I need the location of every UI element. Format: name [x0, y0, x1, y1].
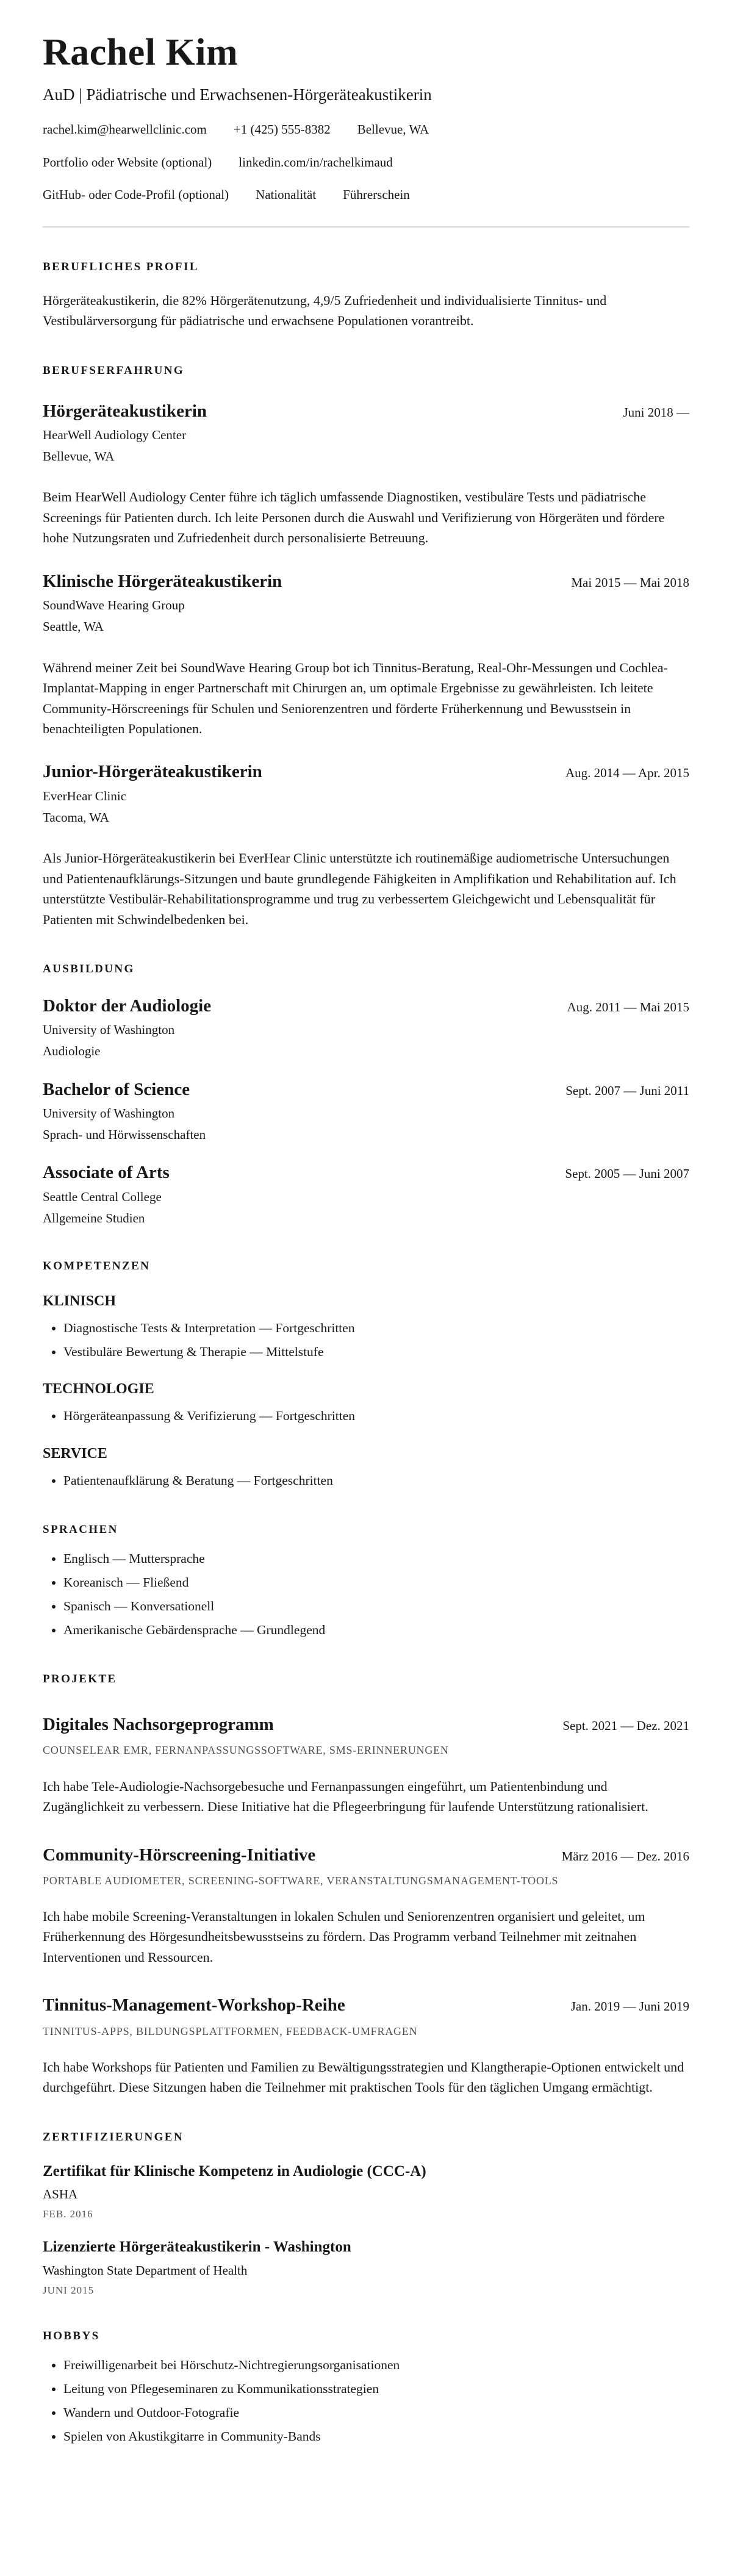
- degree-school: Seattle Central College: [43, 1189, 162, 1204]
- skill-list: [43, 1319, 689, 1362]
- contact-row-1: [43, 121, 689, 138]
- project-title: Tinnitus-Management-Workshop-Reihe: [43, 1995, 345, 2015]
- certification-issuer: Washington State Department of Health: [43, 2262, 248, 2278]
- certification-title: Zertifikat für Klinische Kompetenz in Audiologie (CCC-A): [43, 2162, 426, 2180]
- job-description: Während meiner Zeit bei SoundWave Hearing Group bot ich Tinnitus-Beratung, Real-Ohr-Messungen und Cochlea-Implantat-Mapping in enger Partnerschaft mit Chirurgen an, um optimale Ergebnisse zu gewährleisten. Ich leitete Community-Hörscreenings für Schulen und Seniorenzentren und förderte Früherkennung und Bewusstsein in benachteiligten Populationen.: [43, 659, 668, 736]
- project-description: Ich habe mobile Screening-Veranstaltungen in lokalen Schulen und Seniorenzentren organisiert und geleitet, um Früherkennung des Hörgesundheitsbewusstseins zu fördern. Das Programm verband Teilnehmer mit zeitnahen Interventionen und Ressourcen.: [43, 1909, 645, 1965]
- job-date-range: Aug. 2014 — Apr. 2015: [565, 766, 689, 781]
- degree-title: Associate of Arts: [43, 1163, 170, 1183]
- project-tech-stack: TINNITUS-APPS, BILDUNGSPLATTFORMEN, FEEDBACK-UMFRAGEN: [43, 2025, 418, 2037]
- language-item: • Englisch — Muttersprache: [63, 1549, 689, 1568]
- experience-entry: [43, 761, 689, 930]
- contact-row-3: [43, 187, 689, 203]
- section-profile: [43, 260, 689, 331]
- project-entry-head: [43, 1994, 689, 2016]
- degree-title: Bachelor of Science: [43, 1079, 190, 1099]
- hobby-item: • Spielen von Akustikgitarre in Community-Bands: [63, 2427, 689, 2446]
- job-title: Klinische Hörgeräteakustikerin: [43, 571, 282, 591]
- project-tech-stack: PORTABLE AUDIOMETER, SCREENING-SOFTWARE, VERANSTALTUNGSMANAGEMENT-TOOLS: [43, 1874, 559, 1887]
- location-text: Bellevue, WA: [357, 122, 429, 137]
- project-date-range: März 2016 — Dez. 2016: [561, 1848, 689, 1864]
- nationality-label: Nationalität: [256, 187, 317, 202]
- job-title: Junior-Hörgeräteakustikerin: [43, 762, 262, 782]
- languages-heading: SPRACHEN: [43, 1523, 118, 1536]
- skill-group-title: KLINISCH: [43, 1293, 117, 1310]
- skill-item: • Diagnostische Tests & Interpretation — Fortgeschritten: [63, 1319, 689, 1338]
- certification-date: JUNI 2015: [43, 2284, 95, 2297]
- degree-school: University of Washington: [43, 1105, 175, 1121]
- job-company: HearWell Audiology Center: [43, 427, 187, 442]
- certifications-heading: ZERTIFIZIERUNGEN: [43, 2130, 184, 2144]
- email-link[interactable]: rachel.kim@hearwellclinic.com: [43, 122, 207, 137]
- experience-entry: [43, 570, 689, 739]
- project-title: Community-Hörscreening-Initiative: [43, 1845, 316, 1865]
- certification-date: FEB. 2016: [43, 2208, 93, 2220]
- language-item: • Amerikanische Gebärdensprache — Grundlegend: [63, 1621, 689, 1640]
- project-description: Ich habe Workshops für Patienten und Familien zu Bewältigungsstrategien und Klangtherapie-Optionen entwickelt und durchgeführt. Diese Sitzungen haben die Teilnehmer mit praktischen Tools für den täglichen Umgang ermächtigt.: [43, 2059, 684, 2095]
- education-entry: [43, 1161, 689, 1227]
- project-title: Digitales Nachsorgeprogramm: [43, 1715, 274, 1735]
- section-hobbies: [43, 2330, 689, 2446]
- certification-entry: [43, 2162, 689, 2221]
- github-placeholder-field[interactable]: GitHub- oder Code-Profil (optional): [43, 187, 229, 202]
- contact-row-2: [43, 154, 689, 171]
- drivers-license-label: Führerschein: [343, 187, 410, 202]
- education-entry: [43, 1078, 689, 1144]
- candidate-name: Rachel Kim: [43, 32, 239, 73]
- language-item: • Koreanisch — Fließend: [63, 1573, 689, 1592]
- certification-issuer: ASHA: [43, 2187, 78, 2202]
- skill-item: • Patientenaufklärung & Beratung — Fortgeschritten: [63, 1471, 689, 1490]
- job-description: Als Junior-Hörgeräteakustikerin bei EverHear Clinic unterstützte ich routinemäßige audiometrische Untersuchungen und Patientenaufklärungs-Sitzungen und baute grundlegende Fähigkeiten in Amplifikation und Rehabilitation auf. Ich unterstützte Vestibulär-Rehabilitationsprogramme und trug zu verbessertem Gleichgewicht und Lebensqualität für Patienten mit Schwindelbedenken bei.: [43, 850, 676, 927]
- section-experience: [43, 364, 689, 930]
- resume-header: [43, 32, 689, 228]
- section-languages: [43, 1523, 689, 1640]
- degree-date-range: Aug. 2011 — Mai 2015: [567, 999, 689, 1014]
- education-heading: AUSBILDUNG: [43, 962, 135, 975]
- job-company: EverHear Clinic: [43, 788, 127, 803]
- experience-heading: BERUFSERFAHRUNG: [43, 364, 184, 377]
- job-location: Seattle, WA: [43, 619, 104, 634]
- experience-entry: [43, 400, 689, 548]
- degree-field: Sprach- und Hörwissenschaften: [43, 1127, 206, 1143]
- skill-group: [43, 1444, 689, 1490]
- project-description: Ich habe Tele-Audiologie-Nachsorgebesuche und Fernanpassungen eingeführt, um Patientenbindung und Zugänglichkeit zu verbessern. Diese Initiative hat die Pflegeerbringung für laufende Unterstützung rationalisiert.: [43, 1778, 648, 1815]
- hobby-item: • Wandern und Outdoor-Fotografie: [63, 2403, 689, 2422]
- hobby-list: [43, 2356, 689, 2447]
- experience-entry-head: [43, 761, 689, 783]
- degree-field: Allgemeine Studien: [43, 1211, 145, 1226]
- project-tech-stack: COUNSELEAR EMR, FERNANPASSUNGSSOFTWARE, SMS-ERINNERUNGEN: [43, 1744, 449, 1757]
- project-entry-head: [43, 1844, 689, 1866]
- skill-group: [43, 1292, 689, 1362]
- hobby-item: • Leitung von Pflegeseminaren zu Kommunikationsstrategien: [63, 2380, 689, 2398]
- phone-number: +1 (425) 555-8382: [233, 122, 331, 137]
- section-projects: [43, 1673, 689, 2098]
- certification-entry: [43, 2237, 689, 2297]
- language-item: • Spanisch — Konversationell: [63, 1597, 689, 1616]
- linkedin-link[interactable]: linkedin.com/in/rachelkimaud: [239, 154, 393, 170]
- portfolio-placeholder-field[interactable]: Portfolio oder Website (optional): [43, 154, 212, 170]
- skill-list: [43, 1407, 689, 1426]
- candidate-tagline: AuD | Pädiatrische und Erwachsenen-Hörgeräteakustikerin: [43, 85, 432, 104]
- education-entry: [43, 995, 689, 1060]
- experience-entry-head: [43, 400, 689, 422]
- project-entry: [43, 1994, 689, 2097]
- project-entry: [43, 1713, 689, 1817]
- project-date-range: Sept. 2021 — Dez. 2021: [562, 1718, 689, 1734]
- job-company: SoundWave Hearing Group: [43, 598, 185, 613]
- education-entry-head: [43, 1078, 689, 1100]
- degree-date-range: Sept. 2005 — Juni 2007: [565, 1166, 689, 1182]
- profile-text: Hörgeräteakustikerin, die 82% Hörgerätenutzung, 4,9/5 Zufriedenheit und individualisierte Tinnitus- und Vestibulärversorgung für pädiatrische und erwachsene Populationen vorantreibt.: [43, 292, 607, 329]
- language-list: [43, 1549, 689, 1640]
- certification-title: Lizenzierte Hörgeräteakustikerin - Washington: [43, 2239, 351, 2256]
- project-entry: [43, 1844, 689, 1968]
- skill-group-title: SERVICE: [43, 1445, 107, 1462]
- projects-heading: PROJEKTE: [43, 1673, 117, 1686]
- education-entry-head: [43, 1161, 689, 1183]
- profile-heading: BERUFLICHES PROFIL: [43, 260, 199, 274]
- skills-heading: KOMPETENZEN: [43, 1260, 151, 1273]
- education-entry-head: [43, 995, 689, 1017]
- experience-entry-head: [43, 570, 689, 592]
- job-title: Hörgeräteakustikerin: [43, 401, 207, 421]
- hobbies-heading: HOBBYS: [43, 2330, 100, 2343]
- project-entry-head: [43, 1713, 689, 1735]
- degree-field: Audiologie: [43, 1044, 101, 1059]
- skill-item: • Vestibuläre Bewertung & Therapie — Mittelstufe: [63, 1343, 689, 1362]
- degree-school: University of Washington: [43, 1022, 175, 1038]
- section-education: [43, 963, 689, 1227]
- project-date-range: Jan. 2019 — Juni 2019: [570, 1999, 689, 2014]
- job-date-range: Mai 2015 — Mai 2018: [571, 575, 689, 590]
- job-date-range: Juni 2018 —: [623, 404, 689, 420]
- skill-group-title: TECHNOLOGIE: [43, 1381, 154, 1397]
- header-divider: [43, 226, 689, 228]
- degree-title: Doktor der Audiologie: [43, 996, 212, 1016]
- skill-group: [43, 1380, 689, 1426]
- section-certifications: [43, 2131, 689, 2297]
- skill-item: • Hörgeräteanpassung & Verifizierung — Fortgeschritten: [63, 1407, 689, 1426]
- job-description: Beim HearWell Audiology Center führe ich täglich umfassende Diagnostiken, vestibuläre Tests und pädiatrische Screenings für Patienten durch. Ich leite Personen durch die Auswahl und Verifizierung von Hörgeräten und fördere hohe Nutzungsraten und Zufriedenheit durch personalisierte Betreuung.: [43, 489, 665, 546]
- section-skills: [43, 1260, 689, 1490]
- degree-date-range: Sept. 2007 — Juni 2011: [565, 1083, 689, 1098]
- job-location: Tacoma, WA: [43, 809, 109, 825]
- job-location: Bellevue, WA: [43, 449, 115, 464]
- hobby-item: • Freiwilligenarbeit bei Hörschutz-Nichtregierungsorganisationen: [63, 2356, 689, 2375]
- skill-list: [43, 1471, 689, 1490]
